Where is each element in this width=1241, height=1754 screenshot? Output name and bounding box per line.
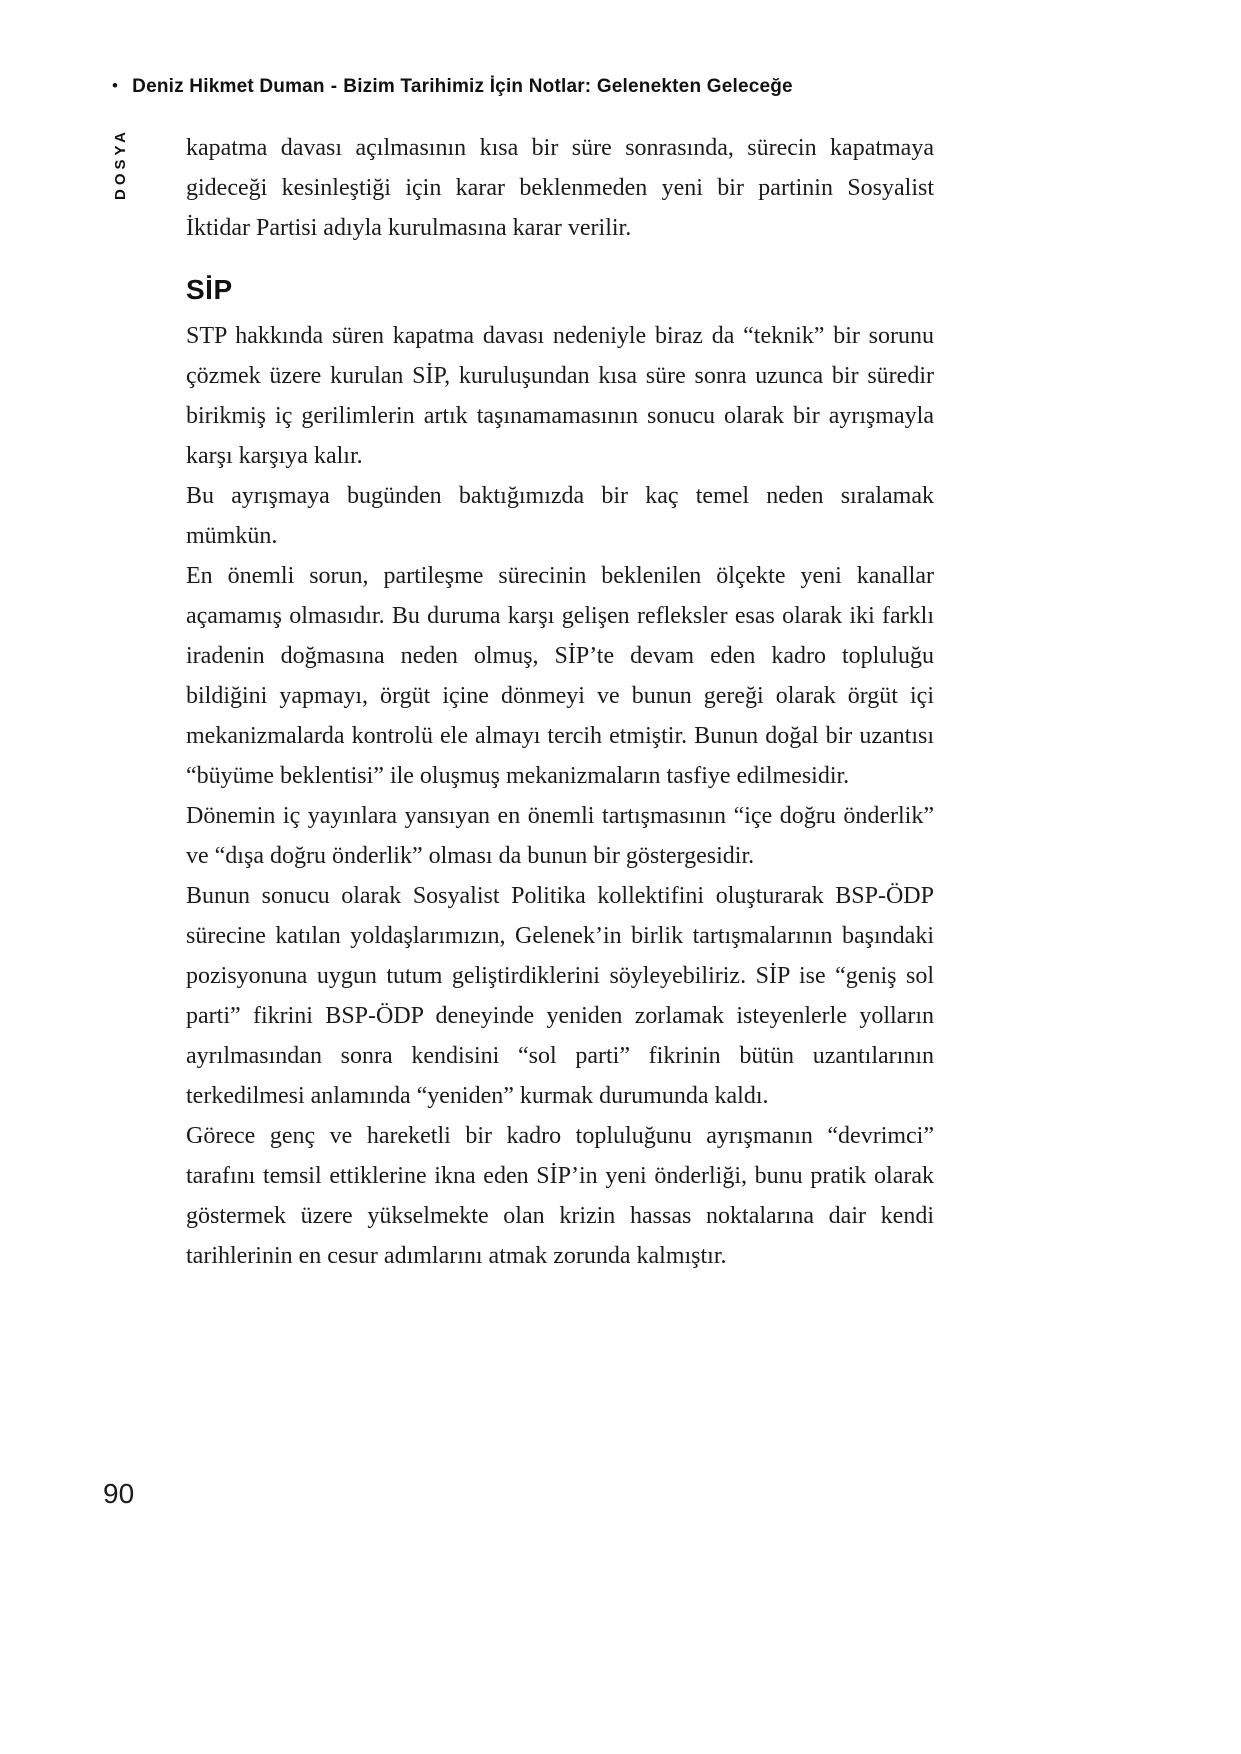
sidebar-section-label: DOSYA	[112, 128, 129, 200]
bullet-icon: •	[112, 76, 119, 95]
page-number: 90	[103, 1478, 135, 1509]
section-heading: SİP	[186, 274, 233, 305]
paragraph: Bu ayrışmaya bugünden baktığımızda bir kaç temel neden sıralamak mümkün.	[186, 483, 934, 549]
paragraph: Bunun sonucu olarak Sosyalist Politika kollektifini oluşturarak BSP-ÖDP sürecine katılan yoldaşlarımızın, Gelenek’in birlik tartışmalarının başındaki pozisyonuna uygun tutum geliştirdiklerini söyleyebiliriz. SİP ise “geniş sol parti” fikrini BSP-ÖDP deneyinde yeniden zorlamak isteyenlerle yolların ayrılmasından sonra kendisini “sol parti” fikrinin bütün uzantılarının terkedilmesi anlamında “yeniden” kurmak durumunda kaldı.	[186, 883, 934, 1109]
paragraph: STP hakkında süren kapatma davası nedeniyle biraz da “teknik” bir sorunu çözmek üzere kurulan SİP, kuruluşundan kısa süre sonra uzunca bir süredir birikmiş iç gerilimlerin artık taşınamamasının sonucu olarak bir ayrışmayla karşı karşıya kalır.	[186, 323, 934, 469]
paragraph: Görece genç ve hareketli bir kadro topluluğunu ayrışmanın “devrimci” tarafını temsil ettiklerine ikna eden SİP’in yeni önderliği, bunu pratik olarak göstermek üzere yükselmekte olan krizin hassas noktalarına dair kendi tarihlerinin en cesur adımlarını atmak zorunda kalmıştır.	[186, 1123, 934, 1269]
paragraph: En önemli sorun, partileşme sürecinin beklenilen ölçekte yeni kanallar açamamış olmasıdır. Bu duruma karşı gelişen refleksler esas olarak iki farklı iradenin doğmasına neden olmuş, SİP’te devam eden kadro topluluğu bildiğini yapmayı, örgüt içine dönmeyi ve bunun gereği olarak örgüt içi mekanizmalarda kontrolü ele almayı tercih etmiştir. Bunun doğal bir uzantısı “büyüme beklentisi” ile oluşmuş mekanizmaların tasfiye edilmesidir.	[186, 563, 934, 789]
paragraph-intro: kapatma davası açılmasının kısa bir süre sonrasında, sürecin kapatmaya gideceği kesinleştiği için karar beklenmeden yeni bir partinin Sosyalist İktidar Partisi adıyla kurulmasına karar verilir.	[186, 135, 934, 241]
header-author: Deniz Hikmet Duman	[132, 76, 325, 97]
page-header	[112, 76, 1112, 98]
paragraph: Dönemin iç yayınlara yansıyan en önemli tartışmasının “içe doğru önderlik” ve “dışa doğru önderlik” olması da bunun bir göstergesidir.	[186, 803, 934, 869]
header-book-title: Bizim Tarihimiz İçin Notlar: Gelenekten Geleceğe	[343, 76, 793, 97]
header-separator: -	[330, 76, 338, 97]
page-body	[186, 128, 934, 1276]
